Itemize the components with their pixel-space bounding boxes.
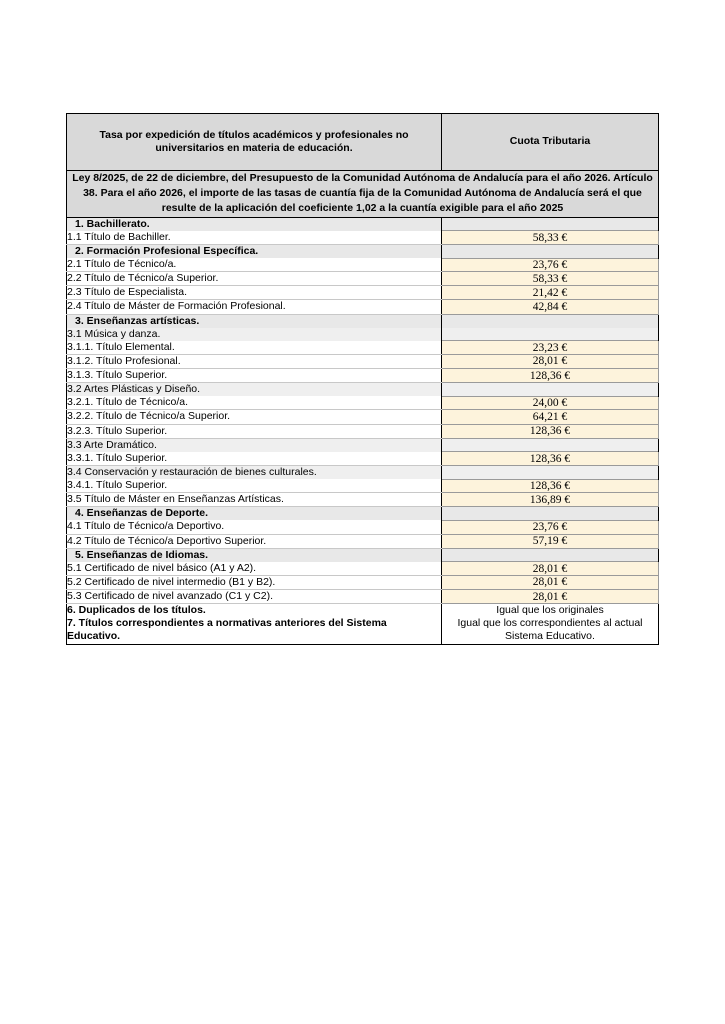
row-value: Igual que los correspondientes al actual Sistema Educativo. (442, 617, 659, 644)
row-label: 2.4 Título de Máster de Formación Profesional. (67, 300, 442, 314)
table-row (67, 590, 659, 604)
row-label: 7. Títulos correspondientes a normativas anteriores del Sistema Educativo. (67, 617, 442, 644)
row-value: 128,36 € (442, 369, 659, 383)
row-label: 3.1.2. Título Profesional. (67, 354, 442, 368)
table-row (67, 258, 659, 272)
row-label: 3.5 Título de Máster en Enseñanzas Artísticas. (67, 493, 442, 507)
row-label: 3.3.1. Título Superior. (67, 452, 442, 466)
row-label: 5.2 Certificado de nivel intermedio (B1 y B2). (67, 575, 442, 589)
row-value: Igual que los originales (442, 604, 659, 618)
row-value (442, 314, 659, 328)
row-label: 4.1 Título de Técnico/a Deportivo. (67, 520, 442, 534)
table-row (67, 548, 659, 562)
table-row (67, 314, 659, 328)
table-row (67, 507, 659, 521)
row-value: 24,00 € (442, 396, 659, 410)
row-label: 3. Enseñanzas artísticas. (67, 314, 442, 328)
row-label: 3.2.1. Título de Técnico/a. (67, 396, 442, 410)
row-label: 5.1 Certificado de nivel básico (A1 y A2). (67, 562, 442, 576)
header-left-title: Tasa por expedición de títulos académicos y profesionales no universitarios en materia de educación. (67, 114, 442, 171)
row-label: 3.2 Artes Plásticas y Diseño. (67, 383, 442, 397)
table-row (67, 424, 659, 438)
row-label: 3.1.1. Título Elemental. (67, 341, 442, 355)
row-value: 28,01 € (442, 354, 659, 368)
row-value: 128,36 € (442, 452, 659, 466)
table-row (67, 300, 659, 314)
table-row (67, 575, 659, 589)
row-label: 2.2 Título de Técnico/a Superior. (67, 272, 442, 286)
row-label: 4. Enseñanzas de Deporte. (67, 507, 442, 521)
row-label: 1. Bachillerato. (67, 217, 442, 231)
row-value (442, 507, 659, 521)
row-label: 3.1 Música y danza. (67, 328, 442, 341)
law-note-row (67, 171, 659, 218)
table-header-row (67, 114, 659, 171)
row-value: 23,76 € (442, 258, 659, 272)
row-value: 58,33 € (442, 231, 659, 245)
fees-table (66, 113, 659, 645)
table-row (67, 231, 659, 245)
row-value (442, 465, 659, 479)
row-label: 6. Duplicados de los títulos. (67, 604, 442, 618)
table-row (67, 465, 659, 479)
table-row (67, 604, 659, 618)
table-row (67, 520, 659, 534)
table-body (67, 114, 659, 645)
table-row (67, 328, 659, 341)
row-label: 3.4 Conservación y restauración de bienes culturales. (67, 465, 442, 479)
row-label: 3.2.3. Título Superior. (67, 424, 442, 438)
row-value: 23,76 € (442, 520, 659, 534)
table-row (67, 534, 659, 548)
row-label: 5.3 Certificado de nivel avanzado (C1 y C2). (67, 590, 442, 604)
table-row (67, 493, 659, 507)
table-row (67, 562, 659, 576)
row-value: 57,19 € (442, 534, 659, 548)
table-row (67, 383, 659, 397)
row-value: 21,42 € (442, 286, 659, 300)
row-value (442, 383, 659, 397)
table-row (67, 617, 659, 644)
row-label: 2. Formación Profesional Específica. (67, 244, 442, 258)
table-row (67, 410, 659, 424)
row-value: 28,01 € (442, 590, 659, 604)
table-row (67, 369, 659, 383)
row-value: 58,33 € (442, 272, 659, 286)
row-value (442, 438, 659, 452)
row-value: 64,21 € (442, 410, 659, 424)
table-row (67, 396, 659, 410)
table-row (67, 341, 659, 355)
row-label: 1.1 Título de Bachiller. (67, 231, 442, 245)
table-row (67, 244, 659, 258)
table-row (67, 479, 659, 493)
row-value (442, 244, 659, 258)
row-label: 3.2.2. Título de Técnico/a Superior. (67, 410, 442, 424)
row-value: 128,36 € (442, 479, 659, 493)
table-row (67, 286, 659, 300)
row-value: 28,01 € (442, 575, 659, 589)
row-label: 2.3 Título de Especialista. (67, 286, 442, 300)
row-value: 136,89 € (442, 493, 659, 507)
row-label: 3.1.3. Título Superior. (67, 369, 442, 383)
row-value: 42,84 € (442, 300, 659, 314)
row-label: 5. Enseñanzas de Idiomas. (67, 548, 442, 562)
row-value (442, 548, 659, 562)
row-label: 3.3 Arte Dramático. (67, 438, 442, 452)
row-value: 23,23 € (442, 341, 659, 355)
row-value (442, 217, 659, 231)
row-value: 28,01 € (442, 562, 659, 576)
table-row (67, 354, 659, 368)
table-row (67, 217, 659, 231)
row-label: 3.4.1. Título Superior. (67, 479, 442, 493)
table-row (67, 438, 659, 452)
table-row (67, 272, 659, 286)
row-value (442, 328, 659, 341)
row-label: 2.1 Título de Técnico/a. (67, 258, 442, 272)
header-right-title: Cuota Tributaria (442, 114, 659, 171)
table-row (67, 452, 659, 466)
row-label: 4.2 Título de Técnico/a Deportivo Superior. (67, 534, 442, 548)
row-value: 128,36 € (442, 424, 659, 438)
law-note: Ley 8/2025, de 22 de diciembre, del Presupuesto de la Comunidad Autónoma de Andalucía para el año 2026. Artículo 38. Para el año 2026, el importe de las tasas de cuantía fija de la Comunidad Autónoma de Andalucía será el que resulte de la aplicación del coeficiente 1,02 a la cuantía exigible para el año 2025 (67, 171, 659, 218)
